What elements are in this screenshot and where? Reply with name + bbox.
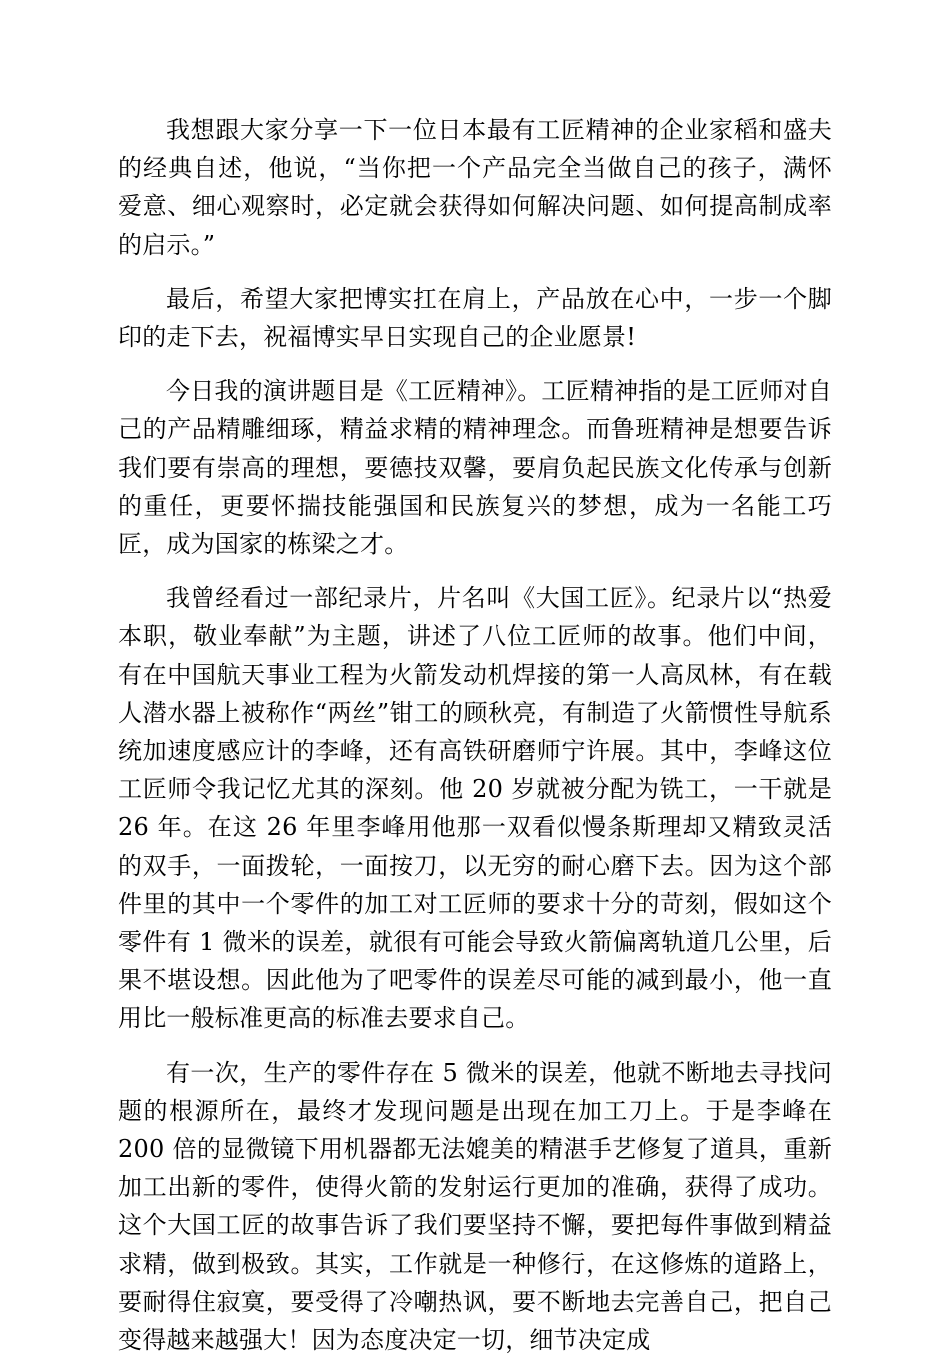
document-body	[118, 111, 832, 1359]
paragraph-five-micron-story: 有一次，生产的零件存在 5 微米的误差，他就不断地去寻找问题的根源所在，最终才发现问题是出现在加工刀上。于是李峰在 200 倍的显微镜下用机器都无法媲美的精湛手艺修复了道具，重新加工出新的零件，使得火箭的发射运行更加的准确，获得了成功。这个大国工匠的故事告诉了我们要坚持不懈，要把每件事做到精益求精，做到极致。其实，工作就是一种修行，在这修炼的道路上，要耐得住寂寞，要受得了冷嘲热讽，要不断地去完善自己，把自己变得越来越强大！因为态度决定一切，细节决定成	[118, 1058, 832, 1355]
paragraph-speech-topic: 今日我的演讲题目是《工匠精神》。工匠精神指的是工匠师对自己的产品精雕细琢，精益求精的精神理念。而鲁班精神是想要告诉我们要有崇高的理想，要德技双馨，要肩负起民族文化传承与创新的重任，更要怀揣技能强国和民族复兴的梦想，成为一名能工巧匠，成为国家的栋梁之才。	[118, 377, 832, 559]
paragraph-documentary: 我曾经看过一部纪录片，片名叫《大国工匠》。纪录片以“热爱本职，敬业奉献”为主题，讲述了八位工匠师的故事。他们中间，有在中国航天事业工程为火箭发动机焊接的第一人高凤林，有在载人潜水器上被称作“两丝”钳工的顾秋亮，有制造了火箭惯性导航系统加速度感应计的李峰，还有高铁研磨师宁许展。其中，李峰这位工匠师令我记忆尤其的深刻。他 20 岁就被分配为铣工，一干就是 26 年。在这 26 年里李峰用他那一双看似慢条斯理却又精致灵活的双手，一面拨轮，一面按刀，以无穷的耐心磨下去。因为这个部件里的其中一个零件的加工对工匠师的要求十分的苛刻，假如这个零件有 1 微米的误差，就很有可能会导致火箭偏离轨道几公里，后果不堪设想。因此他为了吧零件的误差尽可能的减到最小，他一直用比一般标准更高的标准去要求自己。	[118, 584, 832, 1033]
paragraph-closing-wish: 最后，希望大家把博实扛在肩上，产品放在心中，一步一个脚印的走下去，祝福博实早日实现自己的企业愿景!	[118, 284, 832, 352]
paragraph-inamori-quote: 我想跟大家分享一下一位日本最有工匠精神的企业家稻和盛夫的经典自述，他说，“当你把一个产品完全当做自己的孩子，满怀爱意、细心观察时，必定就会获得如何解决问题、如何提高制成率的启示。”	[118, 116, 832, 259]
